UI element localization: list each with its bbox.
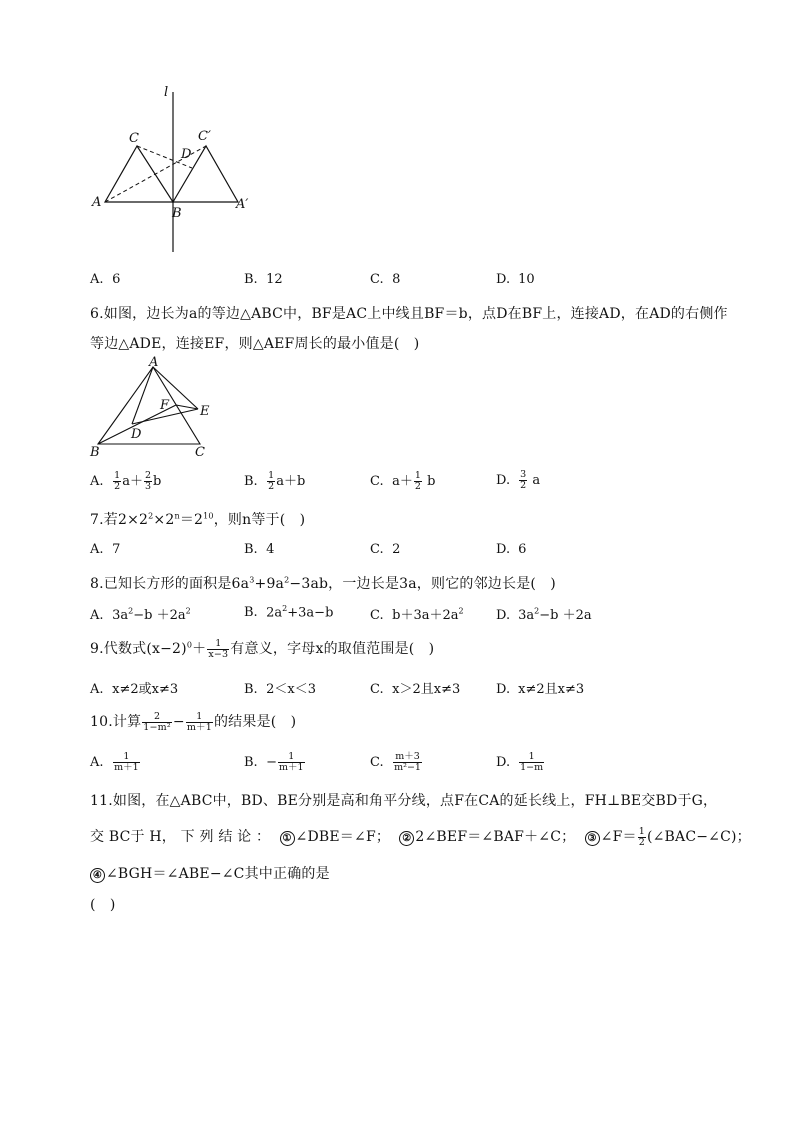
q7-option-d[interactable]: D. 6: [496, 542, 527, 557]
label-l: l: [164, 85, 169, 100]
q10-option-c[interactable]: C. $\frac{m+3}{\text{m²−1}}$: [370, 751, 421, 773]
q11-line3: ④ ∠BGH＝∠ABE−∠C其中正确的是: [90, 863, 330, 883]
q11-answer-bracket: ( ): [90, 897, 116, 913]
figure-q5: [80, 80, 280, 260]
label-a-q6: A: [149, 355, 159, 370]
label-c-q6: C: [195, 445, 205, 460]
q9-option-b[interactable]: B. 2＜x＜3: [244, 682, 317, 697]
q7-option-b[interactable]: B. 4: [244, 542, 275, 557]
q5-option-a[interactable]: A. 6: [90, 272, 121, 287]
q11-line2: 交 BC于 H， 下 列 结 论 ： ① ∠DBE＝∠F； ② 2∠BEF＝∠BAF＋∠C； ③ ∠F＝ $\frac{1}{2}$ (∠BAC−∠C)；: [90, 825, 751, 848]
q6-line1: 6.如图，边长为a的等边△ABC中，BF是AC上中线且BF＝b，点D在BF上，连接AD，在AD的右侧作: [90, 306, 728, 322]
q6-option-b[interactable]: B. $\frac{1}{2}$ a＋b: [244, 470, 306, 492]
label-f-q6: F: [160, 398, 170, 413]
label-cp: C′: [198, 129, 211, 144]
q5-option-b[interactable]: B. 12: [244, 272, 283, 287]
q6-option-d[interactable]: D. $\frac{3}{2}$ a: [496, 469, 541, 491]
q9-option-d[interactable]: D. x≠2且x≠3: [496, 682, 585, 697]
label-ap: A′: [236, 197, 249, 212]
q5-option-d[interactable]: D. 10: [496, 272, 535, 287]
figure-q6: [85, 352, 225, 462]
q9-option-a[interactable]: A. x≠2或x≠3: [90, 682, 179, 697]
label-a: A: [92, 195, 102, 210]
q6-option-c[interactable]: C. a＋ $\frac{1}{2}$ b: [370, 470, 436, 492]
q10-stem: 10.计算 $\frac{2}{\text{1−m²}}$ − $\frac{1}{m+1}$ 的结果是( ): [90, 710, 297, 733]
label-d: D: [181, 147, 192, 162]
q8-stem: 8.已知长方形的面积是$6a^3+9a^2-3ab$，一边长是3a，则它的邻边长是( ): [90, 575, 556, 592]
label-e-q6: E: [200, 404, 210, 419]
q6-option-a[interactable]: A. $\frac{1}{2}$ a＋ $\frac{2}{3}$ b: [90, 470, 162, 492]
q8-option-c[interactable]: C. $b+3a+2a^2$: [370, 606, 464, 623]
q7-option-c[interactable]: C. 2: [370, 542, 401, 557]
q10-option-a[interactable]: A. $\frac{1}{m+1}$: [90, 751, 139, 773]
q5-option-c[interactable]: C. 8: [370, 272, 401, 287]
q7-option-a[interactable]: A. 7: [90, 542, 121, 557]
q8-option-b[interactable]: B. $2a^2+3a-b$: [244, 604, 334, 621]
q8-option-d[interactable]: D. $3a^2-b +2a$: [496, 606, 592, 623]
label-b-q6: B: [90, 445, 100, 460]
q9-stem: 9.代数式$(x-2)^0+$ $\frac{1}{x-3}$ 有意义，字母x的取值范围是( ): [90, 637, 435, 660]
triangle-abc: [105, 146, 173, 202]
q8-option-a[interactable]: A. $3a^2-b +2a^2$: [90, 606, 191, 623]
q10-option-d[interactable]: D. $\frac{1}{1-m}$: [496, 751, 544, 773]
q7-stem: 7.若$2\times 2^2\times 2^n=2^{10}$，则n等于( ): [90, 511, 306, 528]
label-d-q6: D: [131, 427, 142, 442]
label-b: B: [172, 206, 182, 221]
label-c: C: [129, 131, 139, 146]
q6-line2: 等边△ADE，连接EF，则△AEF周长的最小值是( ): [90, 336, 420, 352]
q10-option-b[interactable]: B. − $\frac{1}{m+1}$: [244, 751, 304, 773]
segment-a-d: [132, 367, 153, 424]
q11-line1: 11.如图，在△ABC中，BD、BE分别是高和角平分线，点F在CA的延长线上，FH⊥BE交BD于G，: [90, 793, 718, 809]
q9-option-c[interactable]: C. x＞2且x≠3: [370, 682, 461, 697]
